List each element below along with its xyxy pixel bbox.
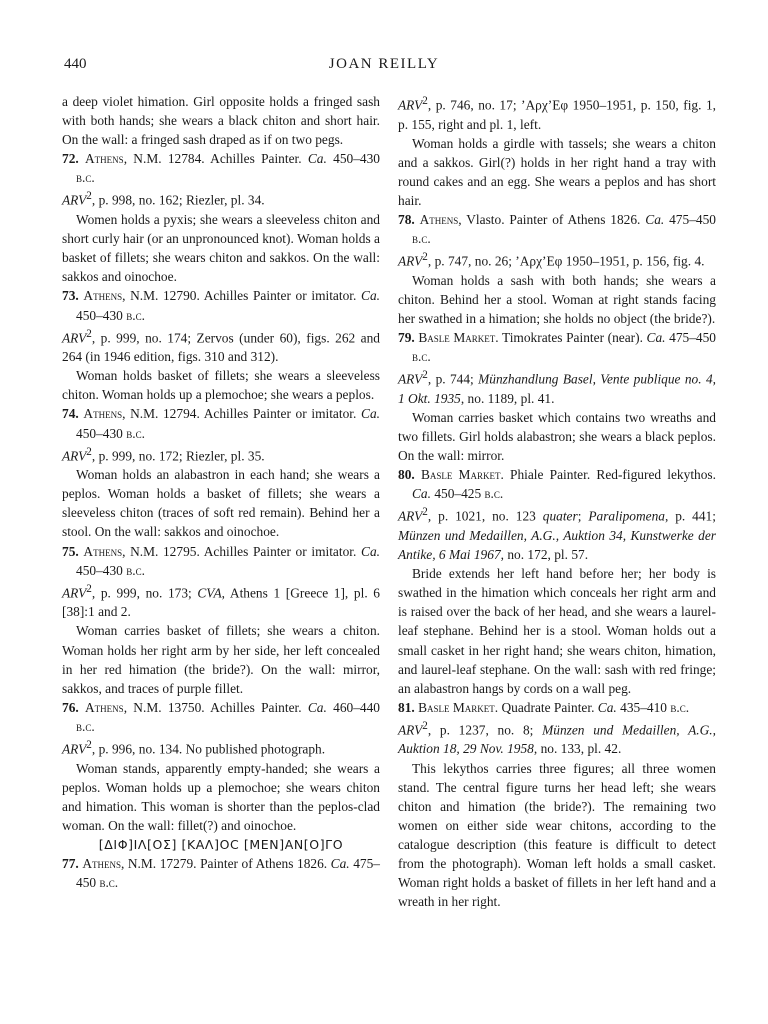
entry-79-description: Woman carries basket which contains two wreaths and two fillets. Girl holds alabastron; she wears a black peplos. On the wall: mirror. [398,409,716,464]
entry-78-heading: 78. Athens, Vlasto. Painter of Athens 1826. Ca. 475–450 b.c. [398,212,716,247]
page-number: 440 [64,56,87,72]
entry-72-description: Women holds a pyxis; she wears a sleeveless chiton and short curly hair (or an unpronounced knot). Woman holds a basket of fillets; she wears chiton and sakkos. On the wall: sakkos and oinochoe. [62,212,380,285]
entry-80-refs: ARV$^2$, p. 1021, no. 123 quater; Paralipomena, p. 441; Münzen und Medaillen, A.G., Auktion 34, Kunstwerke der Antike, 6 Mai 1967, no. 172, pl. 57. [398,506,716,563]
entry-77-heading: 77. Athens, N.M. 17279. Painter of Athens 1826. Ca. 475–450 b.c. [62,856,380,891]
entry-75-description: Woman carries basket of fillets; she wears a chiton. Woman holds her right arm by her side, her left concealed in her red himation (the bride?). On the wall: mirror, sakkos, and traces of purple fillet. [62,623,380,696]
entry-80-heading: 80. Basle Market. Phiale Painter. Red-figured lekythos. Ca. 450–425 b.c. [398,467,716,502]
continued-text: a deep violet himation. Girl opposite holds a fringed sash with both hands; she wears a black chiton and short hair. On the wall: a fringed sash draped as if on two pegs. [62,94,380,148]
entry-72-refs: ARV$^2$, p. 998, no. 162; Riezler, pl. 34. [62,190,265,208]
entry-81-description: This lekythos carries three figures; all three women stand. The central figure turns her head left; she wears chiton and himation (the bride?). The remaining two women on either side wear chitons, according to the catalogue description (this feature is difficult to detect from the photograph). Woman left holds a small casket. Woman right holds a basket of fillets in her left hand and a wreath in her right. [398,760,716,910]
entry-76-refs: ARV$^2$, p. 996, no. 134. No published photograph. [62,738,326,757]
entry-80-description: Bride extends her left hand before her; her body is swathed in the himation which conceals her right arm and is raised over the back of her head, and she wears a laurel-leaf stephane. Behind her is a stool. Woman holds out a small casket in her right hand; she wears chiton, himation, and laurel-leaf stephane. On the wall: sash with red fringe; an alabastron hangs by cords on a wall peg. [398,566,716,696]
entry-77-refs: ARV$^2$, p. 746, no. 17; ’Αρχ’Εφ 1950–1951, p. 150, fig. 1, p. 155, right and pl. 1, left. [398,95,716,132]
entry-72-heading: 72. Athens, N.M. 12784. Achilles Painter. Ca. 450–430 b.c. [62,151,380,186]
entry-78-description: Woman holds a sash with both hands; she wears a chiton. Behind her a stool. Woman at right stands facing her swathed in a himation; she holds no object (the bride?). [398,272,716,326]
entry-73-refs: ARV$^2$, p. 999, no. 174; Zervos (under 60), figs. 262 and 264 (in 1946 edition, figs. 310 and 312). [62,327,380,365]
entry-81-refs: ARV$^2$, p. 1237, no. 8; Münzen und Medaillen, A.G., Auktion 18, 29 Nov. 1958, no. 133, pl. 42. [398,719,716,757]
entry-79-heading: 79. Basle Market. Timokrates Painter (near). Ca. 475–450 b.c. [398,330,716,365]
entry-73-description: Woman holds basket of fillets; she wears a sleeveless chiton. Woman holds up a plemochoe; she wears a peplos. [62,368,380,403]
entry-75-refs: ARV$^2$, p. 999, no. 173; CVA, Athens 1 [Greece 1], pl. 6 [38]:1 and 2. [62,582,380,620]
entry-76-inscription: [ΔΙΦ]ΙΛ[ΟΣ] [ΚΑΛ]ΟC [ΜΕΝ]ΑΝ[Ο]ΓΟ [98,836,344,852]
entry-76-description: Woman stands, apparently empty-handed; she wears a peplos. Woman holds up a plemochoe; she wears chiton and himation. This woman is shorter than the peplos-clad woman. On the wall: fillet(?) and oinochoe. [62,760,380,833]
entry-81-heading: 81. Basle Market. Quadrate Painter. Ca. 435–410 b.c. [398,699,690,715]
entry-78-refs: ARV$^2$, p. 747, no. 26; ’Αρχ’Εφ 1950–1951, p. 156, fig. 4. [398,251,705,269]
entry-76-heading: 76. Athens, N.M. 13750. Achilles Painter. Ca. 460–440 b.c. [62,699,380,734]
left-column [62,92,380,892]
entry-79-refs: ARV$^2$, p. 744; Münzhandlung Basel, Vente publique no. 4, 1 Okt. 1935, no. 1189, pl. 41. [398,369,716,406]
entry-77-description: Woman holds a girdle with tassels; she wears a chiton and a sakkos. Girl(?) holds in her right hand a tray with round cakes and an egg. She wears a peplos and has short hair. [398,135,716,208]
entry-74-refs: ARV$^2$, p. 999, no. 172; Riezler, pl. 35. [62,445,265,464]
entry-73-heading: 73. Athens, N.M. 12790. Achilles Painter or imitator. Ca. 450–430 b.c. [62,288,380,323]
right-column [398,92,716,911]
entry-74-heading: 74. Athens, N.M. 12794. Achilles Painter or imitator. Ca. 450–430 b.c. [62,406,380,441]
running-head: JOAN REILLY [328,56,440,72]
entry-74-description: Woman holds an alabastron in each hand; she wears a peplos. Woman holds a basket of fillets; she wears a sleeveless chiton (traces of soft red remain). Behind her a stool. On the wall: sakkos and oinochoe. [62,467,380,540]
entry-75-heading: 75. Athens, N.M. 12795. Achilles Painter or imitator. Ca. 450–430 b.c. [62,543,380,578]
